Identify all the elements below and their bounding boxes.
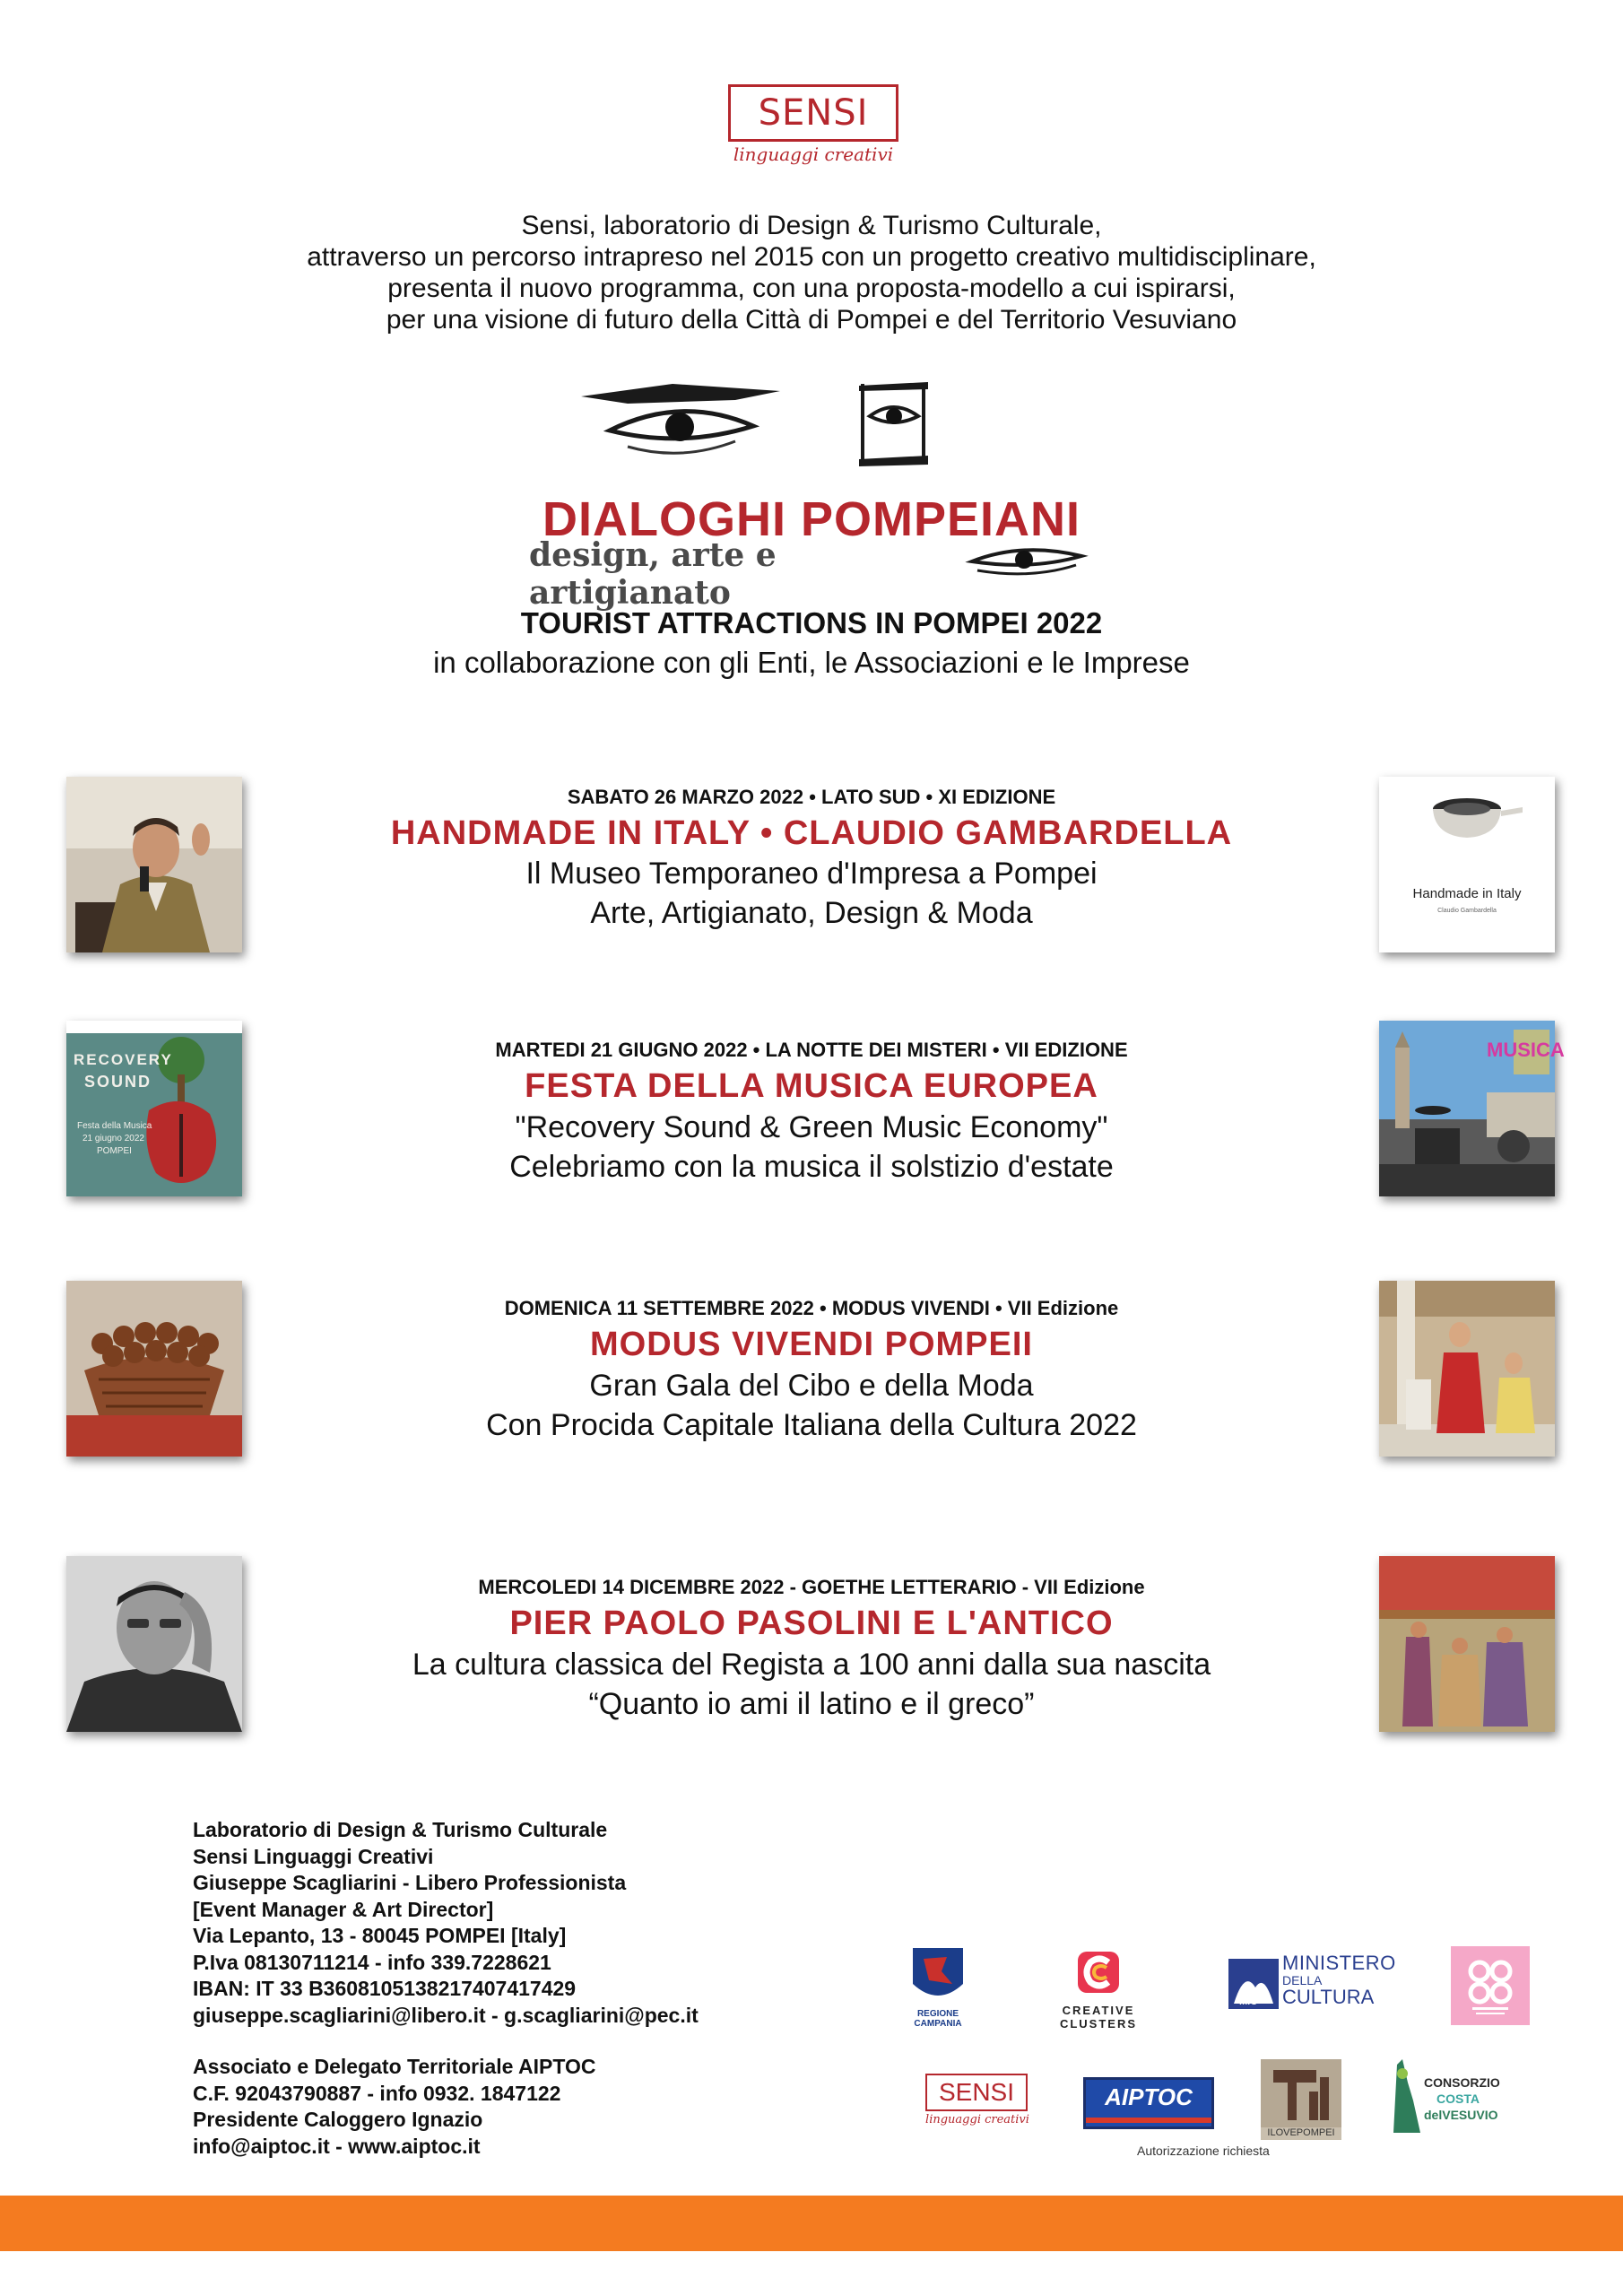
event-4-line-2: “Quanto io ami il latino e il greco”: [588, 1687, 1035, 1721]
event-2-date: MARTEDI 21 GIUGNO 2022 • LA NOTTE DEI MISTERI • VII EDIZIONE: [495, 1039, 1128, 1061]
event-3-title: MODUS VIVENDI POMPEII: [590, 1326, 1033, 1363]
event-3-line-1: Gran Gala del Cibo e della Moda: [589, 1369, 1034, 1403]
sensi-small-logo: [925, 2074, 1031, 2136]
event-1-right-book: [1379, 777, 1555, 952]
intro-line: presenta il nuovo programma, con una proposta-modello a cui ispirarsi,: [387, 274, 1236, 303]
event-2-title: FESTA DELLA MUSICA EUROPEA: [525, 1067, 1098, 1105]
event-4-line-1: La cultura classica del Regista a 100 anni dalla sua nascita: [412, 1648, 1211, 1682]
footer-email-line[interactable]: giuseppe.scagliarini@libero.it - g.scagliarini@pec.it: [193, 2003, 699, 2027]
ministero-line-2: DELLA: [1282, 1973, 1323, 1987]
event-1-title: HANDMADE IN ITALY • CLAUDIO GAMBARDELLA: [390, 814, 1233, 852]
ilovepompei-logo: [1261, 2059, 1341, 2140]
book-author: Claudio Gambardella: [1437, 908, 1497, 914]
main-title: DIALOGHI POMPEIANI: [542, 492, 1081, 546]
ministero-cultura-logo: [1227, 1952, 1406, 2023]
event-4-right-fresco: [1379, 1556, 1555, 1732]
eyes-illustration: [574, 377, 968, 475]
consorzio-line-3: delVESUVIO: [1424, 2108, 1498, 2122]
sensi-logo-text: SENSI: [728, 84, 898, 142]
event-1-line-2: Arte, Artigianato, Design & Moda: [590, 896, 1033, 930]
aiptoc-logo: [1083, 2077, 1214, 2129]
footer-line: Giuseppe Scagliarini - Libero Professionista: [193, 1871, 627, 1894]
event-2-line-1: "Recovery Sound & Green Music Economy": [515, 1110, 1108, 1144]
event-4-title: PIER PAOLO PASOLINI E L'ANTICO: [509, 1605, 1114, 1642]
intro-line: attraverso un percorso intrapreso nel 2015 con un progetto creativo multidisciplinare,: [307, 242, 1316, 272]
event-3-right-painting: [1379, 1281, 1555, 1457]
intro-line: Sensi, laboratorio di Design & Turismo Culturale,: [521, 211, 1102, 240]
regione-label: REGIONE CAMPANIA: [914, 2009, 962, 2029]
footer-contact-block: [193, 1817, 699, 2029]
intro-paragraph: [0, 210, 1623, 335]
event-3-line-2: Con Procida Capitale Italiana della Cultura 2022: [486, 1408, 1137, 1442]
consorzio-line-2: COSTA: [1436, 2092, 1480, 2106]
poster-title-2: SOUND: [84, 1073, 152, 1091]
footer-line: Laboratorio di Design & Turismo Culturale: [193, 1818, 608, 1841]
poster-line-3: Festa della Musica: [77, 1121, 152, 1131]
sensi-logo-tagline: linguaggi creativi: [733, 144, 894, 165]
ilovepompei-label: ILOVEPOMPEI: [1267, 2127, 1335, 2138]
right-poster-text: MUSICA: [1487, 1039, 1565, 1061]
event-3-date: DOMENICA 11 SETTEMBRE 2022 • MODUS VIVENDI • VII Edizione: [504, 1297, 1119, 1319]
footer-line: [Event Manager & Art Director]: [193, 1897, 494, 1921]
event-4-date: MERCOLEDI 14 DICEMBRE 2022 - GOETHE LETTERARIO - VII Edizione: [478, 1576, 1145, 1598]
book-title: Handmade in Italy: [1412, 886, 1522, 901]
footer-line: Associato e Delegato Territoriale AIPTOC: [193, 2055, 596, 2078]
sensi-logo: [728, 84, 897, 165]
regione-campania-logo: [893, 1944, 983, 2029]
creative-clusters-logo: [1022, 1948, 1175, 2031]
footer-line: Presidente Caloggero Ignazio: [193, 2108, 483, 2131]
collaboration-line: in collaborazione con gli Enti, le Associazioni e le Imprese: [433, 646, 1190, 679]
event-1-line-1: Il Museo Temporaneo d'Impresa a Pompei: [525, 857, 1098, 891]
small-eye-icon: [968, 544, 1085, 579]
poster-line-5: POMPEI: [97, 1146, 132, 1156]
consorzio-line-1: CONSORZIO: [1424, 2075, 1500, 2090]
consorzio-costa-logo: [1390, 2056, 1500, 2145]
pink-partner-logo: [1451, 1946, 1530, 2025]
event-2-line-2: Celebriamo con la musica il solstizio d'estate: [509, 1150, 1114, 1184]
sensi-small-text: SENSI: [925, 2074, 1028, 2111]
mic-label: MiC: [1239, 1996, 1258, 2007]
footer-line: P.Iva 08130711214 - info 339.7228621: [193, 1950, 551, 1974]
footer-line: Via Lepanto, 13 - 80045 POMPEI [Italy]: [193, 1924, 567, 1947]
main-subtitle: design, arte e artigianato: [529, 536, 777, 612]
poster-title-1: RECOVERY: [74, 1051, 173, 1068]
event-2-right-photo: [1379, 1021, 1565, 1196]
creative-label: CREATIVE CLUSTERS: [1059, 2004, 1138, 2031]
autorizzazione-note: Autorizzazione richiesta: [1137, 2144, 1270, 2158]
footer-web-line[interactable]: info@aiptoc.it - www.aiptoc.it: [193, 2134, 481, 2158]
bottom-orange-bar: [0, 2196, 1623, 2251]
sensi-small-tagline: linguaggi creativi: [925, 2113, 1029, 2126]
footer-line: Sensi Linguaggi Creativi: [193, 1844, 434, 1868]
tourist-attractions-heading: TOURIST ATTRACTIONS IN POMPEI 2022: [520, 606, 1103, 639]
ministero-line-3: CULTURA: [1282, 1986, 1375, 2008]
poster-line-4: 21 giugno 2022: [82, 1134, 144, 1144]
intro-line: per una visione di futuro della Città di Pompei e del Territorio Vesuviano: [386, 305, 1237, 335]
footer-line: IBAN: IT 33 B3608105138217407417429: [193, 1977, 577, 2000]
footer-aiptoc-block: [193, 2054, 595, 2160]
aiptoc-label: AIPTOC: [1105, 2083, 1193, 2110]
footer-line: C.F. 92043790887 - info 0932. 1847122: [193, 2081, 561, 2105]
ministero-line-1: MINISTERO: [1282, 1952, 1396, 1974]
event-1-date: SABATO 26 MARZO 2022 • LATO SUD • XI EDIZIONE: [567, 786, 1056, 808]
